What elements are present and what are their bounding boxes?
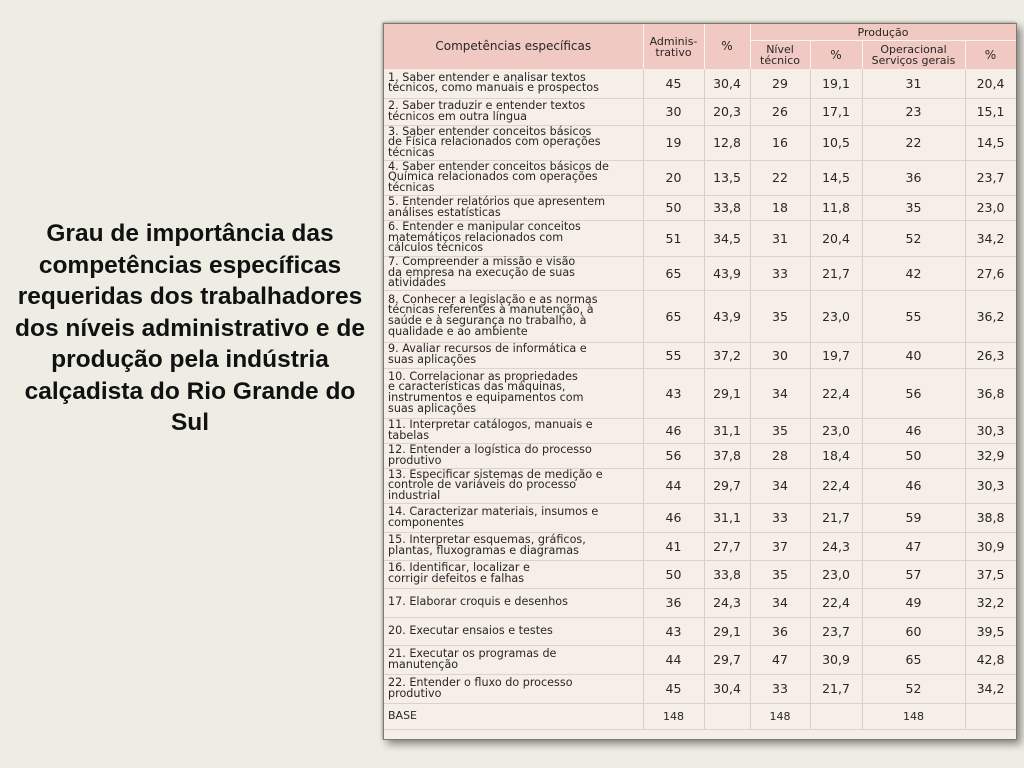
- cell-operacional: 36: [862, 160, 965, 195]
- cell-pct-administrativo: 37,2: [704, 342, 750, 368]
- cell-competencia: 12. Entender a logística do processo produtivo: [384, 443, 643, 468]
- cell-administrativo: 65: [643, 256, 704, 290]
- cell-pct-operacional: 15,1: [965, 98, 1016, 125]
- cell-competencia: 6. Entender e manipular conceitos matemáticos relacionados com cálculos técnicos: [384, 220, 643, 256]
- cell-administrativo: 50: [643, 195, 704, 220]
- cell-administrativo: 19: [643, 125, 704, 160]
- cell-pct-administrativo: 29,1: [704, 368, 750, 418]
- cell-competencia: 21. Executar os programas de manutenção: [384, 645, 643, 674]
- table-row: [384, 290, 1016, 342]
- competencies-table: [384, 24, 1017, 730]
- cell-operacional: 65: [862, 645, 965, 674]
- cell-pct-tecnico: 19,7: [810, 342, 862, 368]
- cell-competencia: 11. Interpretar catálogos, manuais e tabelas: [384, 418, 643, 443]
- cell-competencia: 9. Avaliar recursos de informática e suas aplicações: [384, 342, 643, 368]
- cell-competencia: 7. Compreender a missão e visão da empresa na execução de suas atividades: [384, 256, 643, 290]
- cell-pct-operacional: [965, 703, 1016, 729]
- cell-pct-tecnico: 21,7: [810, 674, 862, 703]
- cell-competencia: BASE: [384, 703, 643, 729]
- cell-administrativo: 51: [643, 220, 704, 256]
- table-row: [384, 468, 1016, 503]
- cell-pct-operacional: 42,8: [965, 645, 1016, 674]
- cell-operacional: 46: [862, 418, 965, 443]
- cell-pct-administrativo: 30,4: [704, 69, 750, 98]
- cell-competencia: 10. Correlacionar as propriedades e características das máquinas, instrumentos e equipamentos com suas aplicações: [384, 368, 643, 418]
- cell-competencia: 4. Saber entender conceitos básicos de Química relacionados com operações técnicas: [384, 160, 643, 195]
- table-row: [384, 69, 1016, 98]
- cell-pct-operacional: 32,9: [965, 443, 1016, 468]
- cell-administrativo: 43: [643, 617, 704, 645]
- cell-competencia: 20. Executar ensaios e testes: [384, 617, 643, 645]
- cell-nivel-tecnico: 28: [750, 443, 810, 468]
- table-row: [384, 503, 1016, 532]
- cell-operacional: 56: [862, 368, 965, 418]
- cell-pct-operacional: 34,2: [965, 220, 1016, 256]
- cell-competencia: 14. Caracterizar materiais, insumos e componentes: [384, 503, 643, 532]
- cell-pct-tecnico: 22,4: [810, 368, 862, 418]
- cell-administrativo: 148: [643, 703, 704, 729]
- cell-operacional: 52: [862, 220, 965, 256]
- cell-administrativo: 56: [643, 443, 704, 468]
- cell-pct-operacional: 39,5: [965, 617, 1016, 645]
- cell-pct-tecnico: 14,5: [810, 160, 862, 195]
- cell-administrativo: 20: [643, 160, 704, 195]
- table-row: [384, 418, 1016, 443]
- cell-nivel-tecnico: 30: [750, 342, 810, 368]
- cell-pct-operacional: 26,3: [965, 342, 1016, 368]
- slide-title: Grau de importância das competências específicas requeridas dos trabalhadores dos níveis administrativo e de produção pela indústria calçadista do Rio Grande do Sul: [15, 220, 365, 436]
- table-body: [384, 69, 1016, 729]
- table-row: [384, 195, 1016, 220]
- cell-pct-tecnico: 21,7: [810, 256, 862, 290]
- cell-pct-administrativo: 43,9: [704, 290, 750, 342]
- cell-administrativo: 45: [643, 674, 704, 703]
- table-row: [384, 125, 1016, 160]
- cell-operacional: 52: [862, 674, 965, 703]
- cell-pct-tecnico: 30,9: [810, 645, 862, 674]
- cell-operacional: 148: [862, 703, 965, 729]
- cell-pct-tecnico: 22,4: [810, 468, 862, 503]
- table-row: [384, 588, 1016, 617]
- cell-pct-operacional: 32,2: [965, 588, 1016, 617]
- cell-pct-operacional: 30,9: [965, 532, 1016, 560]
- cell-nivel-tecnico: 36: [750, 617, 810, 645]
- cell-pct-administrativo: 24,3: [704, 588, 750, 617]
- cell-pct-tecnico: 22,4: [810, 588, 862, 617]
- header-pct-administrativo: %: [704, 24, 750, 69]
- cell-pct-administrativo: 43,9: [704, 256, 750, 290]
- cell-pct-operacional: 36,8: [965, 368, 1016, 418]
- cell-pct-operacional: 36,2: [965, 290, 1016, 342]
- cell-operacional: 47: [862, 532, 965, 560]
- cell-pct-administrativo: 20,3: [704, 98, 750, 125]
- cell-operacional: 23: [862, 98, 965, 125]
- cell-competencia: 8. Conhecer a legislação e as normas técnicas referentes à manutenção, à saúde e à segurança no trabalho, à qualidade e ao ambiente: [384, 290, 643, 342]
- table-scan-image: [383, 23, 1017, 740]
- cell-nivel-tecnico: 33: [750, 674, 810, 703]
- header-administrativo: Adminis- trativo: [643, 24, 704, 69]
- cell-nivel-tecnico: 37: [750, 532, 810, 560]
- cell-pct-administrativo: 12,8: [704, 125, 750, 160]
- cell-nivel-tecnico: 35: [750, 290, 810, 342]
- cell-operacional: 49: [862, 588, 965, 617]
- cell-pct-tecnico: [810, 703, 862, 729]
- cell-pct-administrativo: 29,1: [704, 617, 750, 645]
- cell-pct-tecnico: 23,0: [810, 418, 862, 443]
- cell-competencia: 13. Especificar sistemas de medição e controle de variáveis do processo industrial: [384, 468, 643, 503]
- cell-pct-operacional: 20,4: [965, 69, 1016, 98]
- table-row: [384, 160, 1016, 195]
- header-producao: Produção: [750, 24, 1016, 41]
- cell-pct-administrativo: 29,7: [704, 645, 750, 674]
- cell-pct-administrativo: 37,8: [704, 443, 750, 468]
- cell-pct-administrativo: 27,7: [704, 532, 750, 560]
- table-row: [384, 532, 1016, 560]
- cell-pct-operacional: 38,8: [965, 503, 1016, 532]
- cell-nivel-tecnico: 26: [750, 98, 810, 125]
- cell-nivel-tecnico: 29: [750, 69, 810, 98]
- cell-pct-administrativo: 31,1: [704, 418, 750, 443]
- header-operacional: Operacional Serviços gerais: [862, 41, 965, 70]
- table-row: [384, 368, 1016, 418]
- cell-operacional: 57: [862, 560, 965, 588]
- table-row: [384, 703, 1016, 729]
- cell-operacional: 59: [862, 503, 965, 532]
- cell-administrativo: 41: [643, 532, 704, 560]
- cell-competencia: 16. Identificar, localizar e corrigir defeitos e falhas: [384, 560, 643, 588]
- cell-pct-administrativo: 33,8: [704, 195, 750, 220]
- cell-pct-tecnico: 18,4: [810, 443, 862, 468]
- cell-nivel-tecnico: 31: [750, 220, 810, 256]
- cell-administrativo: 36: [643, 588, 704, 617]
- table-row: [384, 674, 1016, 703]
- table-row: [384, 617, 1016, 645]
- table-row: [384, 220, 1016, 256]
- cell-administrativo: 50: [643, 560, 704, 588]
- cell-operacional: 31: [862, 69, 965, 98]
- cell-administrativo: 44: [643, 468, 704, 503]
- cell-nivel-tecnico: 35: [750, 418, 810, 443]
- cell-pct-tecnico: 11,8: [810, 195, 862, 220]
- cell-competencia: 2. Saber traduzir e entender textos técnicos em outra língua: [384, 98, 643, 125]
- cell-pct-tecnico: 19,1: [810, 69, 862, 98]
- cell-competencia: 15. Interpretar esquemas, gráficos, plantas, fluxogramas e diagramas: [384, 532, 643, 560]
- cell-pct-operacional: 27,6: [965, 256, 1016, 290]
- cell-competencia: 17. Elaborar croquis e desenhos: [384, 588, 643, 617]
- cell-administrativo: 55: [643, 342, 704, 368]
- cell-competencia: 22. Entender o fluxo do processo produtivo: [384, 674, 643, 703]
- cell-nivel-tecnico: 47: [750, 645, 810, 674]
- cell-operacional: 50: [862, 443, 965, 468]
- cell-pct-operacional: 23,0: [965, 195, 1016, 220]
- cell-competencia: 5. Entender relatórios que apresentem análises estatísticas: [384, 195, 643, 220]
- cell-pct-tecnico: 20,4: [810, 220, 862, 256]
- cell-administrativo: 30: [643, 98, 704, 125]
- cell-nivel-tecnico: 148: [750, 703, 810, 729]
- cell-operacional: 35: [862, 195, 965, 220]
- cell-pct-tecnico: 23,7: [810, 617, 862, 645]
- cell-pct-tecnico: 17,1: [810, 98, 862, 125]
- table-row: [384, 256, 1016, 290]
- cell-pct-tecnico: 23,0: [810, 560, 862, 588]
- cell-pct-operacional: 23,7: [965, 160, 1016, 195]
- cell-pct-tecnico: 24,3: [810, 532, 862, 560]
- header-pct-operacional: %: [965, 41, 1016, 70]
- header-nivel-tecnico: Nível técnico: [750, 41, 810, 70]
- cell-pct-tecnico: 23,0: [810, 290, 862, 342]
- cell-operacional: 40: [862, 342, 965, 368]
- cell-pct-operacional: 30,3: [965, 468, 1016, 503]
- cell-pct-tecnico: 10,5: [810, 125, 862, 160]
- cell-competencia: 3. Saber entender conceitos básicos de Física relacionados com operações técnicas: [384, 125, 643, 160]
- cell-administrativo: 45: [643, 69, 704, 98]
- cell-nivel-tecnico: 33: [750, 503, 810, 532]
- header-competencias: Competências específicas: [384, 24, 643, 69]
- cell-pct-operacional: 37,5: [965, 560, 1016, 588]
- cell-pct-administrativo: 13,5: [704, 160, 750, 195]
- cell-operacional: 55: [862, 290, 965, 342]
- cell-pct-administrativo: 31,1: [704, 503, 750, 532]
- cell-operacional: 22: [862, 125, 965, 160]
- table-row: [384, 443, 1016, 468]
- cell-pct-operacional: 14,5: [965, 125, 1016, 160]
- cell-pct-tecnico: 21,7: [810, 503, 862, 532]
- table-row: [384, 342, 1016, 368]
- cell-administrativo: 46: [643, 503, 704, 532]
- cell-pct-operacional: 30,3: [965, 418, 1016, 443]
- cell-pct-administrativo: 30,4: [704, 674, 750, 703]
- cell-administrativo: 44: [643, 645, 704, 674]
- table-row: [384, 645, 1016, 674]
- cell-operacional: 46: [862, 468, 965, 503]
- cell-competencia: 1. Saber entender e analisar textos técnicos, como manuais e prospectos: [384, 69, 643, 98]
- cell-pct-administrativo: 34,5: [704, 220, 750, 256]
- cell-nivel-tecnico: 34: [750, 368, 810, 418]
- cell-nivel-tecnico: 33: [750, 256, 810, 290]
- cell-administrativo: 43: [643, 368, 704, 418]
- table-row: [384, 98, 1016, 125]
- cell-operacional: 42: [862, 256, 965, 290]
- cell-nivel-tecnico: 18: [750, 195, 810, 220]
- header-pct-tecnico: %: [810, 41, 862, 70]
- cell-nivel-tecnico: 34: [750, 588, 810, 617]
- cell-pct-administrativo: 29,7: [704, 468, 750, 503]
- cell-nivel-tecnico: 16: [750, 125, 810, 160]
- cell-administrativo: 46: [643, 418, 704, 443]
- cell-operacional: 60: [862, 617, 965, 645]
- cell-nivel-tecnico: 22: [750, 160, 810, 195]
- cell-pct-operacional: 34,2: [965, 674, 1016, 703]
- cell-nivel-tecnico: 35: [750, 560, 810, 588]
- cell-pct-administrativo: [704, 703, 750, 729]
- table-row: [384, 560, 1016, 588]
- cell-pct-administrativo: 33,8: [704, 560, 750, 588]
- cell-administrativo: 65: [643, 290, 704, 342]
- cell-nivel-tecnico: 34: [750, 468, 810, 503]
